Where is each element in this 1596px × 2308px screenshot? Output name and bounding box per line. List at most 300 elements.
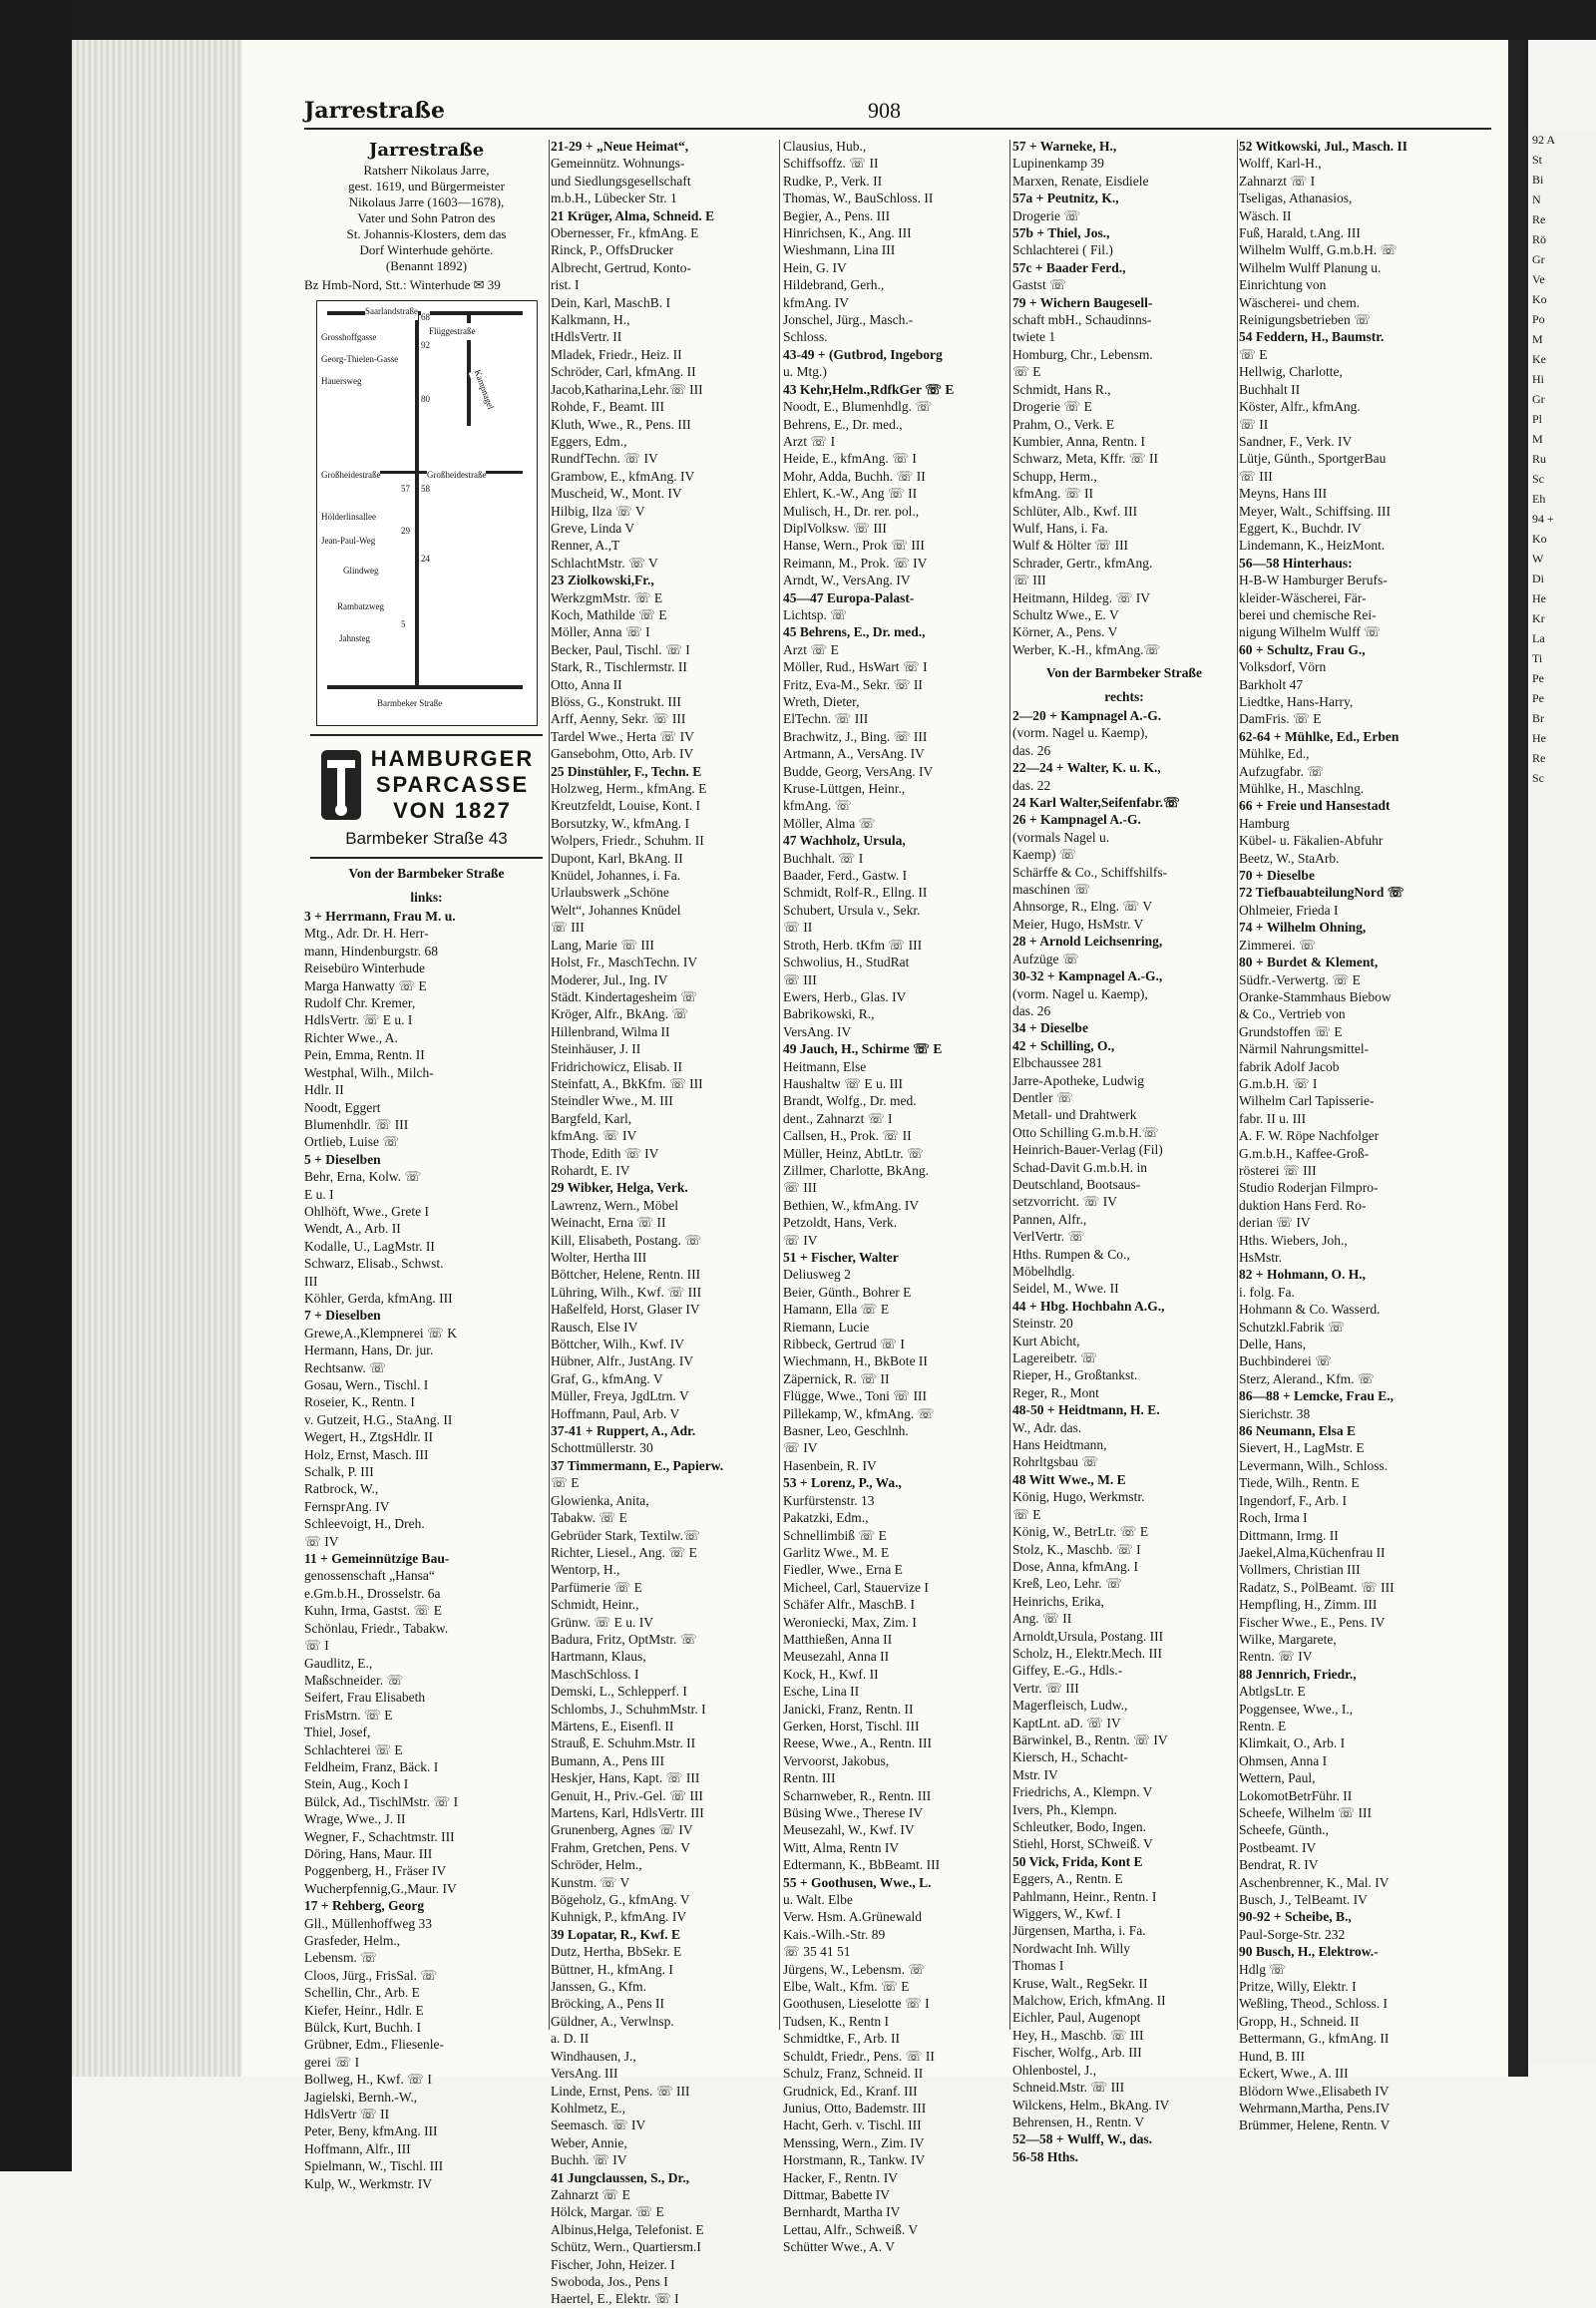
directory-line: Zimmerei. ☏	[1239, 937, 1316, 953]
directory-line: Horstmann, R., Tankw. IV	[783, 2152, 926, 2168]
next-page-line: Ru	[1532, 452, 1547, 466]
directory-line: Garlitz Wwe., M. E	[783, 1544, 890, 1560]
directory-line: Lawrenz, Wern., Möbel	[551, 1197, 678, 1213]
directory-line: schaft mbH., Schaudinns-	[1012, 312, 1152, 328]
directory-line: Ribbeck, Gertrud ☏ I	[783, 1337, 905, 1352]
directory-line: FernsprAng. IV	[304, 1498, 390, 1514]
directory-line: Frahm, Gretchen, Pens. V	[551, 1839, 690, 1855]
directory-line: Radatz, S., PolBeamt. ☏ III	[1239, 1579, 1395, 1595]
intro-line: gest. 1619, und Bürgermeister	[348, 179, 505, 194]
directory-line: 2—20 + Kampnagel A.-G.	[1012, 708, 1162, 723]
directory-line: Buchh. ☏ IV	[551, 2152, 627, 2168]
directory-line: Hellwig, Charlotte,	[1239, 364, 1343, 380]
directory-line: G.m.b.H. ☏ I	[1239, 1075, 1318, 1091]
column-3	[783, 138, 1006, 2256]
directory-line: Reinigungsbetrieben ☏	[1239, 312, 1371, 328]
next-page-line: Hi	[1532, 372, 1544, 386]
directory-line: Schmidt, Heinr.,	[551, 1597, 639, 1613]
directory-line: Von der Barmbeker Straße	[1045, 665, 1203, 681]
directory-line: Gerken, Horst, Tischl. III	[783, 1718, 920, 1733]
directory-line: Urlaubswerk „Schöne	[551, 885, 669, 901]
directory-line: Wilhelm Wulff Planung u.	[1239, 259, 1382, 275]
directory-line: Wulf, Hans, i. Fa.	[1012, 520, 1108, 536]
directory-line: Edtermann, K., BbBeamt. III	[783, 1857, 941, 1873]
directory-line: 86—88 + Lemcke, Frau E.,	[1239, 1388, 1395, 1404]
directory-line: Baader, Ferd., Gastw. I	[783, 868, 908, 884]
directory-line: 55 + Goothusen, Wwe., L.	[783, 1874, 932, 1890]
directory-line: rechts:	[1104, 688, 1144, 704]
directory-line: fabrik Adolf Jacob	[1239, 1058, 1340, 1074]
directory-line: Badura, Fritz, OptMstr. ☏	[551, 1631, 697, 1647]
directory-line: kfmAng. ☏ IV	[551, 1128, 637, 1144]
map-label: Barmbeker Straße	[377, 695, 442, 712]
next-page-line: Ko	[1532, 532, 1547, 546]
directory-line: Drogerie ☏ E	[1012, 399, 1092, 415]
directory-line: Goothusen, Lieselotte ☏ I	[783, 1996, 930, 2012]
directory-line: Grübner, Edm., Fliesenle-	[304, 2037, 445, 2053]
directory-line: ☏ III	[783, 1180, 817, 1196]
directory-line: Stiehl, Horst, SChweiß. V	[1012, 1836, 1153, 1852]
directory-line: HdlsVertr. ☏ E u. I	[304, 1012, 413, 1028]
directory-line: Möller, Alma ☏	[783, 815, 876, 831]
next-page-line: 94 +	[1532, 512, 1554, 526]
directory-line: 60 + Schultz, Frau G.,	[1239, 641, 1366, 657]
directory-line: Fischer, Wolfg., Arb. III	[1012, 2045, 1142, 2061]
directory-line: Kiersch, H., Schacht-	[1012, 1749, 1128, 1765]
directory-line: u. Mtg.)	[783, 364, 827, 380]
directory-line: Stolz, K., Maschb. ☏ I	[1012, 1541, 1141, 1557]
directory-line: DiplVolksw. ☏ III	[783, 520, 887, 536]
directory-line: nigung Wilhelm Wulff ☏	[1239, 624, 1382, 640]
directory-line: Buchhalt II	[1239, 381, 1301, 397]
directory-line: u. Walt. Elbe	[783, 1892, 853, 1908]
directory-line: Fiedler, Wwe., Erna E	[783, 1562, 903, 1578]
directory-line: Köster, Alfr., kfmAng.	[1239, 399, 1361, 415]
directory-line: Mühlke, Ed.,	[1239, 746, 1310, 762]
directory-line: fabr. II u. III	[1239, 1110, 1307, 1126]
directory-line: Eichler, Paul, Augenopt	[1012, 2010, 1141, 2026]
directory-line: Eckert, Wwe., A. III	[1239, 2066, 1349, 2082]
directory-line: Fridrichowicz, Elisab. II	[551, 1058, 682, 1074]
directory-line: Heinrichs, Erika,	[1012, 1593, 1104, 1609]
directory-line: Albinus,Helga, Telefonist. E	[551, 2221, 704, 2237]
directory-line: Reimann, M., Prok. ☏ IV	[783, 555, 928, 571]
directory-line: Budde, Georg, VersAng. IV	[783, 763, 934, 779]
column-entries	[551, 138, 776, 2308]
directory-line: 52 Witkowski, Jul., Masch. II	[1239, 139, 1408, 154]
directory-line: Zäpernick, R. ☏ II	[783, 1370, 890, 1386]
directory-line: Deliusweg 2	[783, 1267, 851, 1283]
next-page-line: N	[1532, 192, 1541, 206]
directory-line: Kodalle, U., LagMstr. II	[304, 1238, 435, 1254]
directory-line: Kunstm. ☏ V	[551, 1874, 630, 1890]
directory-line: 29 Wibker, Helga, Verk.	[551, 1180, 688, 1196]
directory-line: Grünw. ☏ E u. IV	[551, 1614, 653, 1630]
directory-line: Thode, Edith ☏ IV	[551, 1145, 659, 1161]
directory-line: Schwolius, H., StudRat	[783, 955, 910, 970]
directory-line: Oranke-Stammhaus Biebow	[1239, 988, 1392, 1004]
directory-line: 34 + Dieselbe	[1012, 1020, 1088, 1036]
directory-line: Ohmsen, Anna I	[1239, 1752, 1328, 1768]
directory-line: Gebrüder Stark, Textilw.☏	[551, 1527, 700, 1543]
directory-line: Ehlert, K.-W., Ang ☏ II	[783, 486, 918, 502]
directory-line: Müller, Heinz, AbtLtr. ☏	[783, 1145, 924, 1161]
directory-line: Maßschneider. ☏	[304, 1672, 404, 1688]
map-label: Rambatzweg	[337, 598, 384, 615]
directory-line: Hempfling, H., Zimm. III	[1239, 1597, 1378, 1613]
map-label: Hauersweg	[321, 373, 361, 390]
directory-line: Thomas I	[1012, 1958, 1064, 1974]
directory-line: Schmidt, Hans R.,	[1012, 381, 1111, 397]
directory-line: Kruse, Walt., RegSekr. II	[1012, 1975, 1148, 1991]
directory-line: H-B-W Hamburger Berufs-	[1239, 573, 1388, 588]
map-label: Kampnagel	[468, 367, 499, 412]
directory-line: Kurfürstenstr. 13	[783, 1492, 875, 1508]
directory-line: Wulf & Hölter ☏ III	[1012, 538, 1129, 554]
directory-line: Hinrichsen, K., Ang. III	[783, 225, 912, 241]
directory-line: Dupont, Karl, BkAng. II	[551, 850, 683, 866]
next-page-line: Re	[1532, 212, 1546, 226]
directory-line: Marga Hanwatty ☏ E	[304, 977, 427, 993]
directory-line: Jonschel, Jürg., Masch.-	[783, 312, 914, 328]
next-page-line: La	[1532, 631, 1545, 645]
directory-line: Heskjer, Hans, Kapt. ☏ III	[551, 1770, 700, 1786]
directory-line: Esche, Lina II	[783, 1684, 860, 1700]
directory-line: Rohardt, E. IV	[551, 1162, 630, 1178]
directory-line: Möbelhdlg.	[1012, 1264, 1075, 1279]
directory-line: Roseier, K., Rentn. I	[304, 1394, 415, 1410]
directory-line: Hdlr. II	[304, 1082, 344, 1098]
directory-line: Scharnweber, R., Rentn. III	[783, 1787, 932, 1803]
directory-line: Behrensen, H., Rentn. V	[1012, 2114, 1145, 2129]
directory-line: Hillenbrand, Wilma II	[551, 1023, 670, 1039]
directory-line: Noodt, E., Blumenhdlg. ☏	[783, 399, 933, 415]
directory-line: & Co., Vertrieb von	[1239, 1006, 1346, 1022]
directory-line: Otto, Anna II	[551, 676, 622, 692]
directory-line: Von der Barmbeker Straße	[348, 866, 505, 882]
directory-line: ☏ E	[551, 1475, 580, 1491]
next-page-line: Br	[1532, 711, 1544, 725]
directory-line: Wreth, Dieter,	[783, 694, 860, 709]
directory-line: Bumann, A., Pens III	[551, 1752, 664, 1768]
directory-line: Malchow, Erich, kfmAng. II	[1012, 1993, 1166, 2009]
directory-line: Wilke, Margarete,	[1239, 1631, 1337, 1647]
directory-line: Schärffe & Co., Schiffshilfs-	[1012, 864, 1168, 880]
directory-line: Blöss, G., Konstrukt. III	[551, 694, 681, 709]
directory-line: ☏ I	[304, 1638, 329, 1654]
directory-line: Deutschland, Bootsaus-	[1012, 1176, 1141, 1192]
directory-line: Heitmann, Hildeg. ☏ IV	[1012, 589, 1150, 605]
directory-line: Clausius, Hub.,	[783, 139, 867, 154]
map-label: Jahnsteg	[339, 630, 370, 647]
directory-line: Närmil Nahrungsmittel-	[1239, 1041, 1370, 1057]
directory-line: Hacht, Gerh. v. Tischl. III	[783, 2117, 922, 2133]
directory-line: 49 Jauch, H., Schirme ☏ E	[783, 1041, 943, 1057]
directory-line: tHdlsVertr. II	[551, 329, 622, 345]
ad-address: Barmbeker Straße 43	[345, 828, 508, 848]
directory-line: FrisMstrn. ☏ E	[304, 1707, 393, 1723]
directory-line: Junius, Otto, Bademstr. III	[783, 2100, 927, 2116]
scan-background	[0, 0, 72, 2171]
directory-line: Güldner, A., Verwlnsp.	[551, 2013, 674, 2029]
directory-line: Ingendorf, F., Arb. I	[1239, 1492, 1348, 1508]
directory-line: Hacker, F., Rentn. IV	[783, 2169, 898, 2185]
directory-line: Mstr. IV	[1012, 1766, 1058, 1782]
directory-line: 74 + Wilhelm Ohning,	[1239, 920, 1367, 936]
directory-line: das. 26	[1012, 1002, 1051, 1018]
directory-line: Grunenberg, Agnes ☏ IV	[551, 1822, 693, 1838]
directory-line: 44 + Hbg. Hochbahn A.G.,	[1012, 1298, 1165, 1314]
directory-line: Jagielski, Bernh.-W.,	[304, 2089, 418, 2105]
directory-line: Albrecht, Gertrud, Konto-	[551, 259, 691, 275]
directory-line: Haßelfeld, Horst, Glaser IV	[551, 1302, 700, 1318]
directory-line: Schmidtke, F., Arb. II	[783, 2031, 901, 2047]
next-page-line: He	[1532, 731, 1546, 745]
directory-line: Peter, Beny, kfmAng. III	[304, 2123, 438, 2139]
directory-line: Richter Wwe., A.	[304, 1029, 398, 1045]
directory-line: ElTechn. ☏ III	[783, 711, 869, 727]
directory-line: Dittmar, Babette IV	[783, 2186, 891, 2202]
directory-line: Schnellimbiß ☏ E	[783, 1527, 887, 1543]
directory-line: Mladek, Friedr., Heiz. II	[551, 346, 682, 362]
directory-line: Zillmer, Charlotte, BkAng.	[783, 1162, 930, 1178]
directory-line: Lühring, Wilh., Kwf. ☏ III	[551, 1284, 702, 1300]
directory-line: Seifert, Frau Elisabeth	[304, 1690, 426, 1706]
next-page-line: He	[1532, 591, 1546, 605]
intro-line: St. Johannis-Klosters, dem das	[346, 226, 507, 242]
directory-line: Steinhäuser, J. II	[551, 1041, 641, 1057]
map-number: 29	[401, 523, 410, 540]
directory-line: Schwarz, Elisab., Schwst.	[304, 1256, 444, 1272]
directory-line: Südfr.-Verwertg. ☏ E	[1239, 971, 1361, 987]
directory-line: Beier, Günth., Bohrer E	[783, 1284, 912, 1300]
directory-line: Dentler ☏	[1012, 1089, 1073, 1105]
directory-line: Arff, Aenny, Sekr. ☏ III	[551, 711, 686, 727]
directory-line: Sandner, F., Verk. IV	[1239, 433, 1353, 449]
directory-line: Muscheid, W., Mont. IV	[551, 486, 682, 502]
directory-line: Bärwinkel, B., Rentn. ☏ IV	[1012, 1731, 1168, 1747]
directory-line: Roch, Irma I	[1239, 1510, 1308, 1526]
directory-line: Behr, Erna, Kolw. ☏	[304, 1169, 422, 1185]
directory-line: Städt. Kindertagesheim ☏	[551, 988, 697, 1004]
directory-line: 23 Ziolkowski,Fr.,	[551, 573, 654, 588]
directory-line: Martens, Karl, HdlsVertr. III	[551, 1805, 704, 1820]
directory-line: Heide, E., kfmAng. ☏ I	[783, 451, 917, 467]
directory-line: Schröder, Helm.,	[551, 1857, 642, 1873]
directory-line: und Siedlungsgesellschaft	[551, 173, 691, 189]
directory-line: Böttcher, Helene, Rentn. III	[551, 1267, 701, 1283]
directory-line: Holzweg, Herm., kfmAng. E	[551, 781, 707, 797]
directory-line: Lupinenkamp 39	[1012, 156, 1104, 172]
map-number: 92	[421, 337, 430, 354]
directory-line: Wegert, H., ZtgsHdlr. II	[304, 1429, 434, 1445]
column-entries	[1239, 138, 1500, 2134]
map-number: 80	[421, 391, 430, 408]
directory-line: Büttner, H., kfmAng. I	[551, 1961, 673, 1977]
directory-line: Eggers, A., Rentn. E	[1012, 1871, 1123, 1887]
directory-line: Lindemann, K., HeizMont.	[1239, 538, 1386, 554]
directory-line: ☏ II	[1239, 416, 1269, 432]
scan-top-border	[72, 0, 1596, 40]
directory-line: Blödorn Wwe.,Elisabeth IV	[1239, 2083, 1390, 2099]
directory-line: Köhler, Gerda, kfmAng. III	[304, 1290, 453, 1306]
directory-line: Hasenbein, R. IV	[783, 1457, 877, 1473]
directory-line: Schrader, Gertr., kfmAng.	[1012, 555, 1153, 571]
directory-line: (vormals Nagel u.	[1012, 829, 1110, 845]
directory-line: Nordwacht Inh. Willy	[1012, 1940, 1131, 1956]
directory-line: Dein, Karl, MaschB. I	[551, 294, 670, 310]
directory-line: 21-29 + „Neue Heimat“,	[551, 139, 689, 154]
next-page-line: Ti	[1532, 651, 1543, 665]
directory-line: Grewe,A.,Klempnerei ☏ K	[304, 1325, 457, 1341]
next-page-line: Eh	[1532, 492, 1546, 506]
directory-line: Hölck, Margar. ☏ E	[551, 2204, 664, 2220]
directory-line: ☏ III	[1012, 573, 1046, 588]
directory-line: Tabakw. ☏ E	[551, 1510, 627, 1526]
directory-line: Petzoldt, Hans, Verk.	[783, 1215, 898, 1231]
directory-line: Delle, Hans,	[1239, 1337, 1307, 1352]
directory-line: Schuldt, Friedr., Pens. ☏ II	[783, 2048, 935, 2064]
directory-line: Hein, G. IV	[783, 259, 847, 275]
next-page-line: W	[1532, 552, 1544, 566]
directory-line: Grambow, E., kfmAng. IV	[551, 468, 695, 484]
directory-line: König, Hugo, Werkmstr.	[1012, 1489, 1145, 1505]
directory-line: Fritz, Eva-M., Sekr. ☏ II	[783, 676, 923, 692]
directory-line: Witt, Alma, Rentn IV	[783, 1839, 900, 1855]
map-label: Glindweg	[343, 563, 379, 579]
directory-line: Kill, Elisabeth, Postang. ☏	[551, 1232, 702, 1248]
directory-line: AbtlgsLtr. E	[1239, 1684, 1306, 1700]
directory-line: Pannen, Alfr.,	[1012, 1211, 1087, 1227]
directory-line: 51 + Fischer, Walter	[783, 1250, 899, 1265]
street-map	[316, 300, 538, 726]
directory-line: WerkzgmMstr. ☏ E	[551, 589, 663, 605]
directory-line: Meusezahl, W., Kwf. IV	[783, 1822, 915, 1838]
directory-line: Levermann, Wilh., Schloss.	[1239, 1457, 1389, 1473]
directory-line: Riemann, Lucie	[783, 1319, 870, 1335]
directory-line: Richter, Liesel., Ang. ☏ E	[551, 1544, 697, 1560]
directory-line: ☏ II	[783, 920, 813, 936]
directory-line: Tseligas, Athanasios,	[1239, 191, 1353, 206]
directory-line: 3 + Herrmann, Frau M. u.	[304, 909, 456, 925]
directory-line: setzvorricht. ☏ IV	[1012, 1194, 1117, 1210]
directory-line: Böttcher, Wilh., Kwf. IV	[551, 1337, 685, 1352]
directory-line: Behrens, E., Dr. med.,	[783, 416, 903, 432]
next-page-line: Ve	[1532, 272, 1545, 286]
directory-line: Homburg, Chr., Lebensm.	[1012, 346, 1153, 362]
directory-line: Schloss.	[783, 329, 828, 345]
directory-line: Ortlieb, Luise ☏	[304, 1134, 400, 1150]
directory-line: Mulisch, H., Dr. rer. pol.,	[783, 503, 920, 519]
next-page-line: Kr	[1532, 611, 1545, 625]
directory-line: Kreutzfeldt, Louise, Kont. I	[551, 798, 700, 814]
column-entries	[304, 865, 549, 2192]
directory-line: Metall- und Drahtwerk	[1012, 1107, 1137, 1123]
next-page-line: Pe	[1532, 671, 1544, 685]
directory-line: A. F. W. Röpe Nachfolger	[1239, 1128, 1380, 1144]
directory-line: Bülck, Ad., TischlMstr. ☏ I	[304, 1793, 459, 1809]
next-page-line: Sc	[1532, 771, 1544, 785]
map-number: 57	[401, 481, 410, 498]
next-page-line: Ke	[1532, 352, 1546, 366]
directory-line: Rentn. ☏ IV	[1239, 1649, 1313, 1665]
directory-line: Hanse, Wern., Prok ☏ III	[783, 538, 925, 554]
directory-line: Bethien, W., kfmAng. IV	[783, 1197, 920, 1213]
directory-line: Wolff, Karl-H.,	[1239, 156, 1322, 172]
directory-line: Vollmers, Christian III	[1239, 1562, 1361, 1578]
directory-line: ☏ IV	[783, 1232, 818, 1248]
directory-line: Tiede, Wilh., Rentn. E	[1239, 1475, 1360, 1491]
directory-line: Elbe, Walt., Kfm. ☏ E	[783, 1979, 910, 1995]
directory-line: Feldheim, Franz, Bäck. I	[304, 1758, 439, 1774]
directory-line: Müller, Freya, JgdLtrn. V	[551, 1388, 689, 1404]
directory-line: Seemasch. ☏ IV	[551, 2117, 646, 2133]
directory-line: Janicki, Franz, Rentn. II	[783, 1701, 914, 1717]
page-edges	[72, 40, 241, 2077]
directory-line: Kreß, Leo, Lehr. ☏	[1012, 1576, 1122, 1592]
directory-line: Flügge, Wwe., Toni ☏ III	[783, 1388, 928, 1404]
directory-line: Hund, B. III	[1239, 2048, 1305, 2064]
directory-line: HdlsVertr ☏ II	[304, 2107, 390, 2122]
directory-line: Glowienka, Anita,	[551, 1492, 649, 1508]
directory-line: Greve, Linda V	[551, 520, 635, 536]
directory-line: Seidel, M., Wwe. II	[1012, 1281, 1119, 1297]
directory-line: 57b + Thiel, Jos.,	[1012, 225, 1110, 241]
map-label: Saarlandstraße	[365, 303, 418, 320]
intro-line: Nikolaus Jarre (1603—1678),	[348, 194, 505, 210]
ad-line: HAMBURGER	[370, 745, 535, 771]
directory-line: Bendrat, R. IV	[1239, 1857, 1319, 1873]
directory-line: Kruse-Lüttgen, Heinr.,	[783, 781, 906, 797]
directory-line: 56-58 Hths.	[1012, 2148, 1079, 2164]
directory-line: Sievert, H., LagMstr. E	[1239, 1440, 1365, 1456]
next-page-line: Sc	[1532, 472, 1544, 486]
directory-line: Kurt Abicht,	[1012, 1333, 1080, 1348]
directory-line: Stroth, Herb. tKfm ☏ III	[783, 937, 923, 953]
directory-line: Gaudlitz, E.,	[304, 1655, 373, 1671]
directory-line: Rieper, H., Großtankst.	[1012, 1367, 1138, 1383]
map-label: Flüggestraße	[429, 323, 476, 340]
directory-line: Studio Roderjan Filmpro-	[1239, 1180, 1379, 1196]
directory-line: Rudke, P., Verk. II	[783, 173, 883, 189]
directory-line: Kaemp) ☏	[1012, 847, 1076, 863]
directory-line: Magerfleisch, Ludw.,	[1012, 1698, 1128, 1714]
directory-line: Weßling, Theod., Schloss. I	[1239, 1996, 1389, 2012]
directory-line: duktion Hans Ferd. Ro-	[1239, 1197, 1367, 1213]
directory-line: MaschSchloss. I	[551, 1666, 639, 1682]
directory-line: mann, Hindenburgstr. 68	[304, 943, 438, 959]
column-entries	[783, 138, 1006, 2256]
directory-line: Strauß, E. Schuhm.Mstr. II	[551, 1735, 696, 1751]
directory-line: Rentn. III	[783, 1770, 836, 1786]
directory-line: 90 Busch, H., Elektrow.-	[1239, 1944, 1379, 1960]
directory-line: 70 + Dieselbe	[1239, 868, 1315, 884]
directory-line: 90-92 + Scheibe, B.,	[1239, 1909, 1352, 1925]
directory-line: Pein, Emma, Rentn. II	[304, 1047, 425, 1063]
directory-line: Kuhn, Irma, Gastst. ☏ E	[304, 1603, 442, 1619]
map-number: 24	[421, 551, 430, 568]
directory-line: 54 Feddern, H., Baumstr.	[1239, 329, 1385, 345]
directory-line: i. folg. Fa.	[1239, 1284, 1295, 1300]
directory-line: Stein, Aug., Koch I	[304, 1776, 409, 1792]
directory-line: Hey, H., Maschb. ☏ III	[1012, 2027, 1144, 2043]
directory-line: Weroniecki, Max, Zim. I	[783, 1614, 917, 1630]
directory-line: Vertr. ☏ III	[1012, 1680, 1079, 1696]
directory-line: Aschenbrenner, K., Mal. IV	[1239, 1874, 1390, 1890]
directory-line: Busch, J., TelBeamt. IV	[1239, 1892, 1368, 1908]
directory-line: Gastst ☏	[1012, 277, 1067, 293]
directory-line: Rausch, Else IV	[551, 1319, 638, 1335]
